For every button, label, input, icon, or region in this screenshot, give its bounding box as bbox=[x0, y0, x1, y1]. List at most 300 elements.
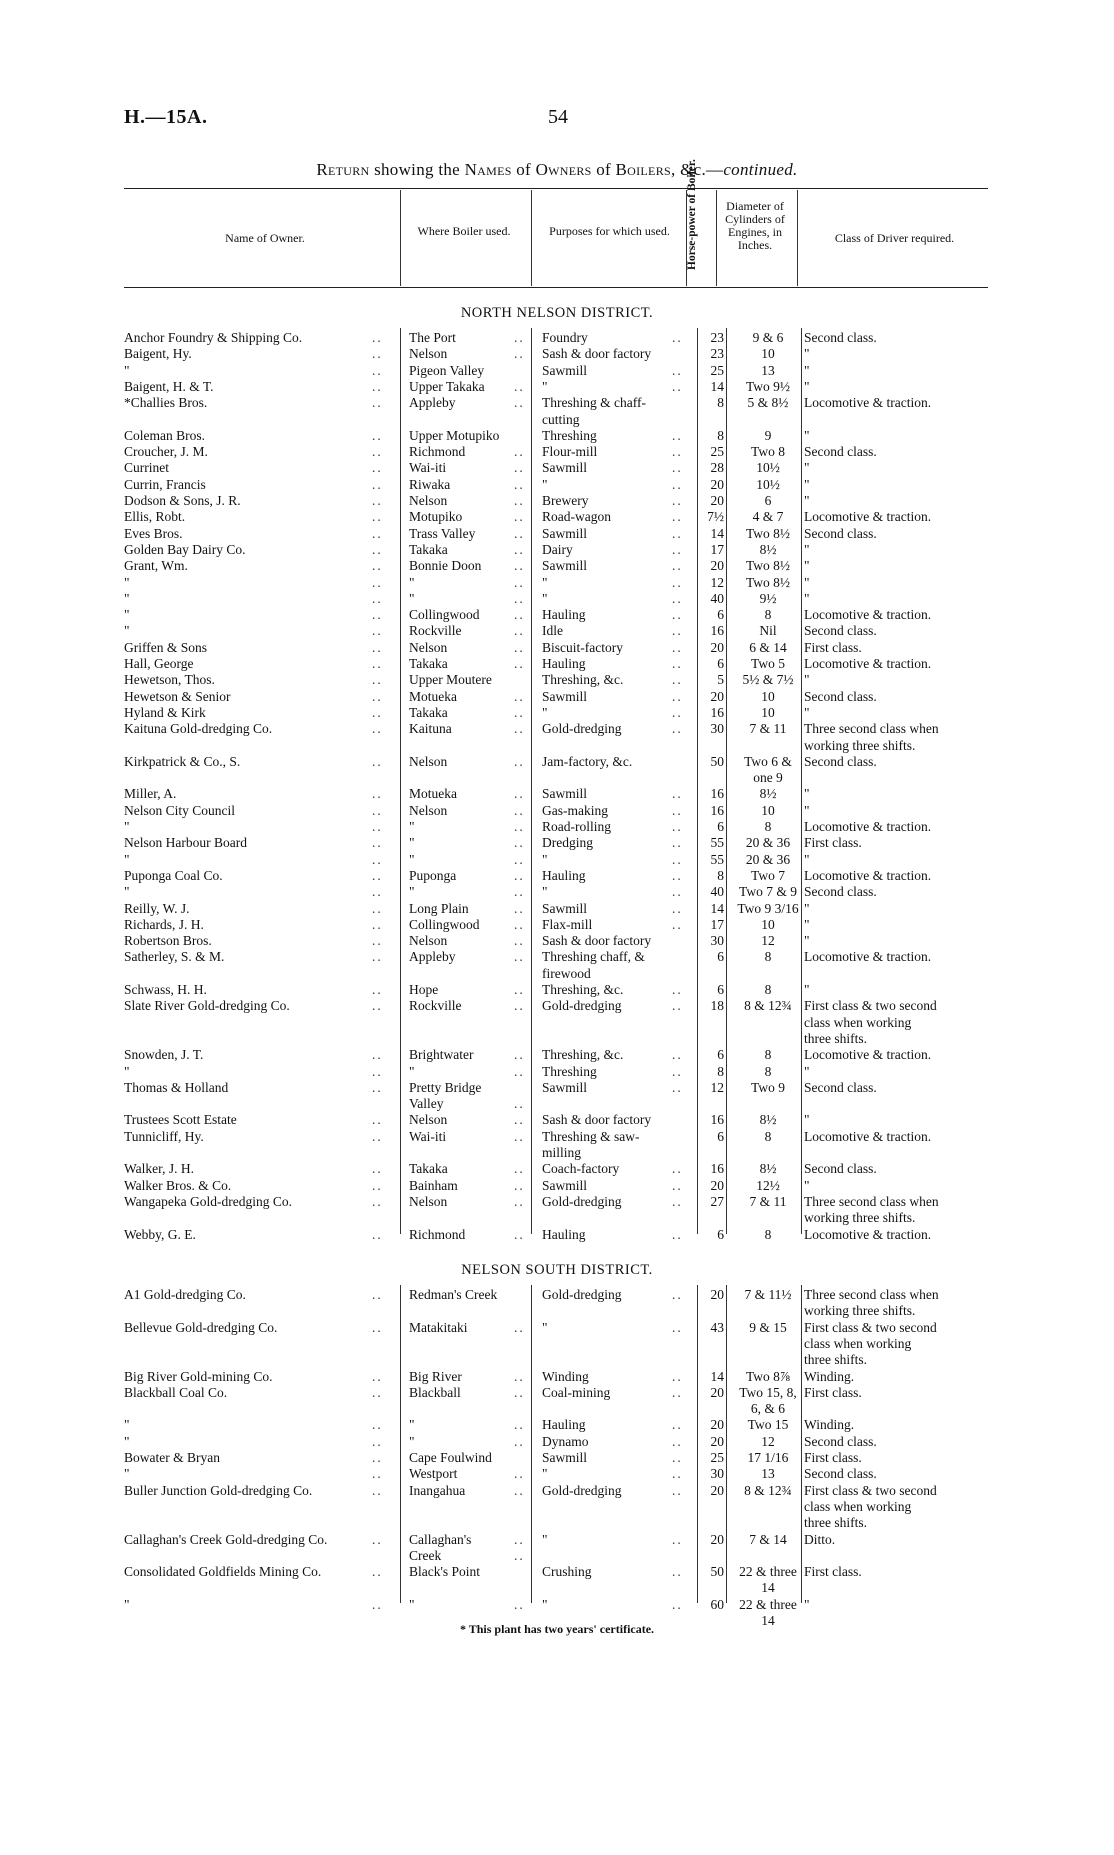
leader-dots: .. bbox=[514, 704, 525, 720]
driver-cell: Three second class when bbox=[804, 721, 939, 737]
leader-dots: .. bbox=[672, 656, 683, 671]
hp-cell: 25 bbox=[710, 362, 724, 378]
hp-cell: 20 bbox=[710, 1287, 724, 1302]
leader-dots: .. bbox=[514, 802, 525, 818]
purpose-cell: Threshing, &c. bbox=[542, 1047, 624, 1063]
leader-dots: .. bbox=[514, 1596, 525, 1612]
where-cell: Long Plain bbox=[409, 900, 469, 916]
hp-cell: 20 bbox=[710, 476, 724, 492]
leader-dots: .. bbox=[514, 623, 525, 639]
header-divider bbox=[531, 190, 532, 286]
hp-cell: 12 bbox=[710, 574, 724, 590]
leader-dots: .. bbox=[372, 835, 383, 851]
owner-cell: " bbox=[124, 590, 130, 606]
leader-dots: .. bbox=[514, 1096, 525, 1112]
owner-cell: Kaituna Gold-dredging Co. bbox=[124, 721, 273, 737]
purpose-cell: Coach-factory bbox=[542, 1161, 620, 1177]
diameter-cell: 17 1/16 bbox=[747, 1450, 789, 1465]
hp-cell: 18 bbox=[710, 998, 724, 1014]
owner-cell: " bbox=[124, 819, 130, 834]
where-cell: Westport bbox=[409, 1466, 458, 1482]
leader-dots: .. bbox=[372, 1450, 383, 1465]
leader-dots: .. bbox=[672, 574, 683, 590]
leader-dots: .. bbox=[372, 558, 383, 574]
purpose-cell: Dredging bbox=[542, 835, 593, 851]
driver-cell: Second class. bbox=[804, 884, 877, 900]
leader-dots: .. bbox=[672, 1287, 683, 1302]
driver-cell: " bbox=[804, 1112, 810, 1128]
hp-cell: 40 bbox=[710, 590, 724, 606]
driver-cell: Second class. bbox=[804, 688, 877, 704]
purpose-cell: Hauling bbox=[542, 607, 586, 623]
hp-cell: 50 bbox=[710, 1564, 724, 1580]
purpose-cell: Road-rolling bbox=[542, 819, 611, 834]
purpose-cell: Threshing chaff, & bbox=[542, 949, 645, 965]
leader-dots: .. bbox=[514, 509, 525, 525]
where-cell: Rockville bbox=[409, 623, 462, 639]
hp-cell: 28 bbox=[710, 460, 724, 476]
driver-cell: Second class. bbox=[804, 1079, 877, 1095]
diameter-cell: 10 bbox=[761, 802, 775, 818]
leader-dots: .. bbox=[372, 639, 383, 655]
driver-cell: " bbox=[804, 916, 810, 932]
column-divider bbox=[726, 328, 727, 1234]
leader-dots: .. bbox=[372, 623, 383, 639]
hp-cell: 14 bbox=[710, 525, 724, 541]
owner-cell: A1 Gold-dredging Co. bbox=[124, 1287, 246, 1302]
leader-dots: .. bbox=[514, 346, 525, 362]
leader-dots: .. bbox=[672, 819, 683, 834]
diameter-cell: 8½ bbox=[759, 1161, 777, 1177]
leader-dots: .. bbox=[372, 802, 383, 818]
where-cell: " bbox=[409, 851, 415, 867]
where-cell: Bonnie Doon bbox=[409, 558, 482, 574]
leader-dots: .. bbox=[372, 1128, 383, 1144]
where-cell: " bbox=[409, 590, 415, 606]
owner-cell: Kirkpatrick & Co., S. bbox=[124, 753, 241, 769]
purpose-cell: Jam-factory, &c. bbox=[542, 753, 633, 769]
purpose-cell: Sash & door factory bbox=[542, 1112, 652, 1128]
driver-cell: Three second class when bbox=[804, 1193, 939, 1209]
where-cell: Big River bbox=[409, 1368, 462, 1384]
where-cell: " bbox=[409, 884, 415, 900]
driver-cell: " bbox=[804, 802, 810, 818]
purpose-cell: Sawmill bbox=[542, 362, 588, 378]
leader-dots: .. bbox=[372, 753, 383, 769]
hp-cell: 6 bbox=[717, 607, 724, 623]
owner-cell: Anchor Foundry & Shipping Co. bbox=[124, 330, 303, 345]
owner-cell: Satherley, S. & M. bbox=[124, 949, 225, 965]
leader-dots: .. bbox=[514, 1193, 525, 1209]
leader-dots: .. bbox=[514, 1319, 525, 1335]
purpose-cell: " bbox=[542, 1319, 548, 1335]
leader-dots: .. bbox=[372, 509, 383, 525]
header-divider bbox=[400, 190, 401, 286]
leader-dots: .. bbox=[672, 704, 683, 720]
hp-cell: 30 bbox=[710, 1466, 724, 1482]
driver-cell: Second class. bbox=[804, 1433, 877, 1449]
hp-cell: 16 bbox=[710, 802, 724, 818]
leader-dots: .. bbox=[514, 949, 525, 965]
leader-dots: .. bbox=[514, 607, 525, 623]
owner-cell: Griffen & Sons bbox=[124, 639, 207, 655]
header-divider bbox=[716, 190, 717, 286]
hp-cell: 20 bbox=[710, 639, 724, 655]
leader-dots: .. bbox=[514, 900, 525, 916]
owner-cell: Big River Gold-mining Co. bbox=[124, 1368, 273, 1384]
leader-dots: .. bbox=[514, 1482, 525, 1498]
leader-dots: .. bbox=[514, 851, 525, 867]
column-divider bbox=[531, 1285, 532, 1603]
hp-cell: 55 bbox=[710, 851, 724, 867]
leader-dots: .. bbox=[372, 982, 383, 997]
purpose-cell: Flour-mill bbox=[542, 444, 598, 460]
hp-cell: 20 bbox=[710, 558, 724, 574]
header-divider bbox=[797, 190, 798, 286]
leader-dots: .. bbox=[514, 574, 525, 590]
leader-dots: .. bbox=[672, 607, 683, 623]
leader-dots: .. bbox=[514, 721, 525, 737]
driver-cell: Winding. bbox=[804, 1368, 855, 1384]
owner-cell: Coleman Bros. bbox=[124, 427, 205, 443]
owner-cell: Richards, J. H. bbox=[124, 916, 204, 932]
diameter-cell: 6 bbox=[764, 493, 772, 508]
where-cell: Trass Valley bbox=[409, 525, 476, 541]
purpose-cell: cutting bbox=[542, 411, 580, 427]
driver-cell: three shifts. bbox=[804, 1030, 867, 1046]
leader-dots: .. bbox=[372, 427, 383, 443]
purpose-cell: Flax-mill bbox=[542, 916, 593, 932]
leader-dots: .. bbox=[372, 1433, 383, 1449]
leader-dots: .. bbox=[672, 998, 683, 1014]
leader-dots: .. bbox=[672, 1193, 683, 1209]
purpose-cell: " bbox=[542, 1531, 548, 1547]
purpose-cell: Threshing, &c. bbox=[542, 982, 624, 997]
driver-cell: class when working bbox=[804, 1014, 912, 1030]
leader-dots: .. bbox=[372, 672, 383, 688]
leader-dots: .. bbox=[372, 656, 383, 671]
hp-cell: 20 bbox=[710, 1531, 724, 1547]
leader-dots: .. bbox=[514, 1417, 525, 1433]
where-cell: Motueka bbox=[409, 688, 457, 704]
leader-dots: .. bbox=[372, 476, 383, 492]
where-cell: Nelson bbox=[409, 753, 448, 769]
leader-dots: .. bbox=[514, 982, 525, 997]
driver-cell: Locomotive & traction. bbox=[804, 509, 932, 525]
owner-cell: Tunnicliff, Hy. bbox=[124, 1128, 204, 1144]
driver-cell: Locomotive & traction. bbox=[804, 819, 932, 834]
purpose-cell: Winding bbox=[542, 1368, 589, 1384]
owner-cell: Callaghan's Creek Gold-dredging Co. bbox=[124, 1531, 328, 1547]
where-cell: Puponga bbox=[409, 867, 457, 883]
hp-cell: 16 bbox=[710, 623, 724, 639]
where-cell: Nelson bbox=[409, 933, 448, 949]
owner-cell: Buller Junction Gold-dredging Co. bbox=[124, 1482, 313, 1498]
hp-cell: 20 bbox=[710, 1433, 724, 1449]
leader-dots: .. bbox=[514, 460, 525, 476]
leader-dots: .. bbox=[514, 753, 525, 769]
title-word: showing the bbox=[369, 160, 465, 179]
leader-dots: .. bbox=[372, 884, 383, 900]
diameter-cell: 10 bbox=[761, 688, 775, 704]
footnote: * This plant has two years' certificate. bbox=[459, 1622, 655, 1636]
leader-dots: .. bbox=[672, 1319, 683, 1335]
purpose-cell: Gold-dredging bbox=[542, 1287, 622, 1302]
where-cell: Richmond bbox=[409, 1226, 466, 1242]
hp-cell: 40 bbox=[710, 884, 724, 900]
purpose-cell: " bbox=[542, 1466, 548, 1482]
purpose-cell: Sawmill bbox=[542, 688, 588, 704]
col-driver: Class of Driver required. bbox=[834, 231, 955, 245]
header-top-rule bbox=[124, 188, 988, 189]
col-where: Where Boiler used. bbox=[417, 224, 511, 238]
owner-cell: Baigent, Hy. bbox=[124, 346, 192, 362]
column-divider bbox=[726, 1285, 727, 1603]
leader-dots: .. bbox=[672, 916, 683, 932]
leader-dots: .. bbox=[372, 721, 383, 737]
owner-cell: Golden Bay Dairy Co. bbox=[124, 541, 246, 557]
driver-cell: First class & two second bbox=[804, 998, 937, 1014]
leader-dots: .. bbox=[372, 786, 383, 802]
where-cell: Collingwood bbox=[409, 916, 480, 932]
purpose-cell: Dynamo bbox=[542, 1433, 589, 1449]
owner-cell: " bbox=[124, 623, 130, 639]
driver-cell: Second class. bbox=[804, 623, 877, 639]
hp-cell: 7½ bbox=[707, 509, 724, 525]
col-owner: Name of Owner. bbox=[225, 231, 305, 245]
hp-cell: 6 bbox=[717, 1047, 724, 1063]
leader-dots: .. bbox=[372, 1063, 383, 1079]
owner-cell: Dodson & Sons, J. R. bbox=[124, 493, 241, 508]
leader-dots: .. bbox=[372, 1287, 383, 1302]
leader-dots: .. bbox=[372, 330, 383, 345]
column-divider bbox=[400, 328, 401, 1234]
purpose-cell: Threshing bbox=[542, 1063, 597, 1079]
where-cell: Nelson bbox=[409, 493, 448, 508]
district-heading: NORTH NELSON DISTRICT. bbox=[460, 305, 654, 321]
leader-dots: .. bbox=[672, 476, 683, 492]
leader-dots: .. bbox=[372, 1596, 383, 1612]
where-cell: " bbox=[409, 1063, 415, 1079]
leader-dots: .. bbox=[514, 378, 525, 394]
diameter-cell: 10 bbox=[761, 346, 775, 362]
purpose-cell: Sawmill bbox=[542, 460, 588, 476]
purpose-cell: Sawmill bbox=[542, 786, 588, 802]
driver-cell: First class. bbox=[804, 1384, 862, 1400]
driver-cell: three shifts. bbox=[804, 1352, 867, 1368]
owner-cell: Nelson City Council bbox=[124, 802, 235, 818]
leader-dots: .. bbox=[372, 460, 383, 476]
purpose-cell: Sawmill bbox=[542, 558, 588, 574]
owner-cell: Currin, Francis bbox=[124, 476, 206, 492]
diameter-cell: Two 7 & 9 bbox=[739, 884, 797, 900]
where-cell: Nelson bbox=[409, 802, 448, 818]
hp-cell: 8 bbox=[717, 395, 724, 411]
purpose-cell: Biscuit-factory bbox=[542, 639, 623, 655]
hp-cell: 25 bbox=[710, 444, 724, 460]
owner-cell: Walker, J. H. bbox=[124, 1161, 194, 1177]
driver-cell: First class. bbox=[804, 1450, 862, 1465]
hp-cell: 17 bbox=[710, 541, 724, 557]
leader-dots: .. bbox=[372, 704, 383, 720]
leader-dots: .. bbox=[514, 688, 525, 704]
hp-cell: 50 bbox=[710, 753, 724, 769]
where-cell: Creek bbox=[409, 1547, 442, 1563]
owner-cell: Schwass, H. H. bbox=[124, 982, 207, 997]
leader-dots: .. bbox=[514, 541, 525, 557]
leader-dots: .. bbox=[514, 476, 525, 492]
where-cell: Takaka bbox=[409, 1161, 448, 1177]
where-cell: Takaka bbox=[409, 704, 448, 720]
hp-cell: 8 bbox=[717, 867, 724, 883]
leader-dots: .. bbox=[372, 1482, 383, 1498]
diameter-cell: 10½ bbox=[756, 460, 780, 476]
where-cell: Motupiko bbox=[409, 509, 463, 525]
where-cell: Richmond bbox=[409, 444, 466, 460]
owner-cell: Reilly, W. J. bbox=[124, 900, 190, 916]
leader-dots: .. bbox=[514, 558, 525, 574]
driver-cell: Second class. bbox=[804, 330, 877, 345]
diameter-cell: 13 bbox=[761, 1466, 775, 1482]
hp-cell: 8 bbox=[717, 1063, 724, 1079]
driver-cell: Second class. bbox=[804, 1466, 877, 1482]
leader-dots: .. bbox=[672, 835, 683, 851]
where-cell: Wai-iti bbox=[409, 460, 447, 476]
district-heading: NELSON SOUTH DISTRICT. bbox=[461, 1262, 653, 1278]
owner-cell: " bbox=[124, 884, 130, 900]
where-cell: Inangahua bbox=[409, 1482, 466, 1498]
leader-dots: .. bbox=[372, 688, 383, 704]
purpose-cell: Threshing, &c. bbox=[542, 672, 624, 688]
driver-cell: " bbox=[804, 541, 810, 557]
leader-dots: .. bbox=[372, 900, 383, 916]
leader-dots: .. bbox=[672, 851, 683, 867]
purpose-cell: Hauling bbox=[542, 656, 586, 671]
purpose-cell: Threshing bbox=[542, 427, 597, 443]
hp-cell: 8 bbox=[717, 427, 724, 443]
hp-cell: 5 bbox=[717, 672, 724, 688]
purpose-cell: " bbox=[542, 378, 548, 394]
purpose-cell: Gold-dredging bbox=[542, 1482, 622, 1498]
driver-cell: " bbox=[804, 362, 810, 378]
owner-cell: Consolidated Goldfields Mining Co. bbox=[124, 1564, 322, 1580]
table-title bbox=[0, 160, 1114, 180]
purpose-cell: Gas-making bbox=[542, 802, 608, 818]
leader-dots: .. bbox=[514, 786, 525, 802]
owner-cell: Wangapeka Gold-dredging Co. bbox=[124, 1193, 292, 1209]
where-cell: Collingwood bbox=[409, 607, 480, 623]
leader-dots: .. bbox=[672, 1047, 683, 1063]
column-divider bbox=[400, 1285, 401, 1603]
leader-dots: .. bbox=[372, 949, 383, 965]
leader-dots: .. bbox=[372, 346, 383, 362]
diameter-cell: Two 9½ bbox=[745, 378, 791, 394]
title-word: of bbox=[591, 160, 616, 179]
leader-dots: .. bbox=[672, 1368, 683, 1384]
diameter-cell: 20 & 36 bbox=[745, 835, 791, 851]
diameter-cell: 7 & 11½ bbox=[744, 1287, 792, 1302]
hp-cell: 23 bbox=[710, 330, 724, 345]
driver-cell: " bbox=[804, 1177, 810, 1193]
leader-dots: .. bbox=[372, 541, 383, 557]
leader-dots: .. bbox=[672, 1226, 683, 1242]
leader-dots: .. bbox=[514, 639, 525, 655]
hp-cell: 16 bbox=[710, 704, 724, 720]
driver-cell: Locomotive & traction. bbox=[804, 1047, 932, 1063]
leader-dots: .. bbox=[372, 1193, 383, 1209]
owner-cell: " bbox=[124, 1417, 130, 1433]
purpose-cell: Threshing & chaff- bbox=[542, 395, 646, 411]
where-cell: Blackball bbox=[409, 1384, 461, 1400]
diameter-cell: 20 & 36 bbox=[745, 851, 791, 867]
where-cell: Wai-iti bbox=[409, 1128, 447, 1144]
driver-cell: First class & two second bbox=[804, 1319, 937, 1335]
leader-dots: .. bbox=[672, 1531, 683, 1547]
driver-cell: First class. bbox=[804, 835, 862, 851]
leader-dots: .. bbox=[514, 1547, 525, 1563]
leader-dots: .. bbox=[372, 933, 383, 949]
hp-cell: 14 bbox=[710, 900, 724, 916]
hp-cell: 20 bbox=[710, 1177, 724, 1193]
diameter-cell: 8 & 12¾ bbox=[744, 1482, 792, 1498]
driver-cell: " bbox=[804, 1596, 810, 1612]
leader-dots: .. bbox=[514, 1128, 525, 1144]
purpose-cell: " bbox=[542, 590, 548, 606]
title-word: Return bbox=[316, 160, 370, 179]
leader-dots: .. bbox=[372, 916, 383, 932]
leader-dots: .. bbox=[514, 395, 525, 411]
where-cell: " bbox=[409, 574, 415, 590]
leader-dots: .. bbox=[514, 1466, 525, 1482]
hp-cell: 20 bbox=[710, 1482, 724, 1498]
header-bottom-rule bbox=[124, 287, 988, 288]
leader-dots: .. bbox=[372, 1161, 383, 1177]
where-cell: Nelson bbox=[409, 346, 448, 362]
hp-cell: 25 bbox=[710, 1450, 724, 1465]
where-cell: Redman's Creek bbox=[409, 1287, 498, 1302]
owner-cell: Ellis, Robt. bbox=[124, 509, 186, 525]
hp-cell: 14 bbox=[710, 1368, 724, 1384]
diameter-cell: one 9 bbox=[753, 770, 783, 786]
leader-dots: .. bbox=[514, 916, 525, 932]
diameter-cell: 10 bbox=[761, 916, 775, 932]
owner-cell: Robertson Bros. bbox=[124, 933, 212, 949]
leader-dots: .. bbox=[514, 1226, 525, 1242]
leader-dots: .. bbox=[672, 786, 683, 802]
driver-cell: " bbox=[804, 574, 810, 590]
driver-cell: Locomotive & traction. bbox=[804, 656, 932, 671]
owner-cell: Baigent, H. & T. bbox=[124, 378, 214, 394]
diameter-cell: 6 & 14 bbox=[749, 639, 787, 655]
leader-dots: .. bbox=[672, 330, 683, 345]
purpose-cell: Dairy bbox=[542, 541, 573, 557]
leader-dots: .. bbox=[672, 541, 683, 557]
where-cell: Upper Motupiko bbox=[409, 427, 500, 443]
where-cell: " bbox=[409, 819, 415, 834]
hp-cell: 6 bbox=[717, 819, 724, 834]
driver-cell: working three shifts. bbox=[804, 737, 916, 753]
purpose-cell: Hauling bbox=[542, 867, 586, 883]
owner-cell: " bbox=[124, 1063, 130, 1079]
hp-cell: 14 bbox=[710, 378, 724, 394]
diameter-cell: 12½ bbox=[756, 1177, 780, 1193]
purpose-cell: Gold-dredging bbox=[542, 1193, 622, 1209]
where-cell: Takaka bbox=[409, 541, 448, 557]
leader-dots: .. bbox=[372, 574, 383, 590]
leader-dots: .. bbox=[672, 509, 683, 525]
hp-cell: 43 bbox=[710, 1319, 724, 1335]
diameter-cell: 10 bbox=[761, 704, 775, 720]
